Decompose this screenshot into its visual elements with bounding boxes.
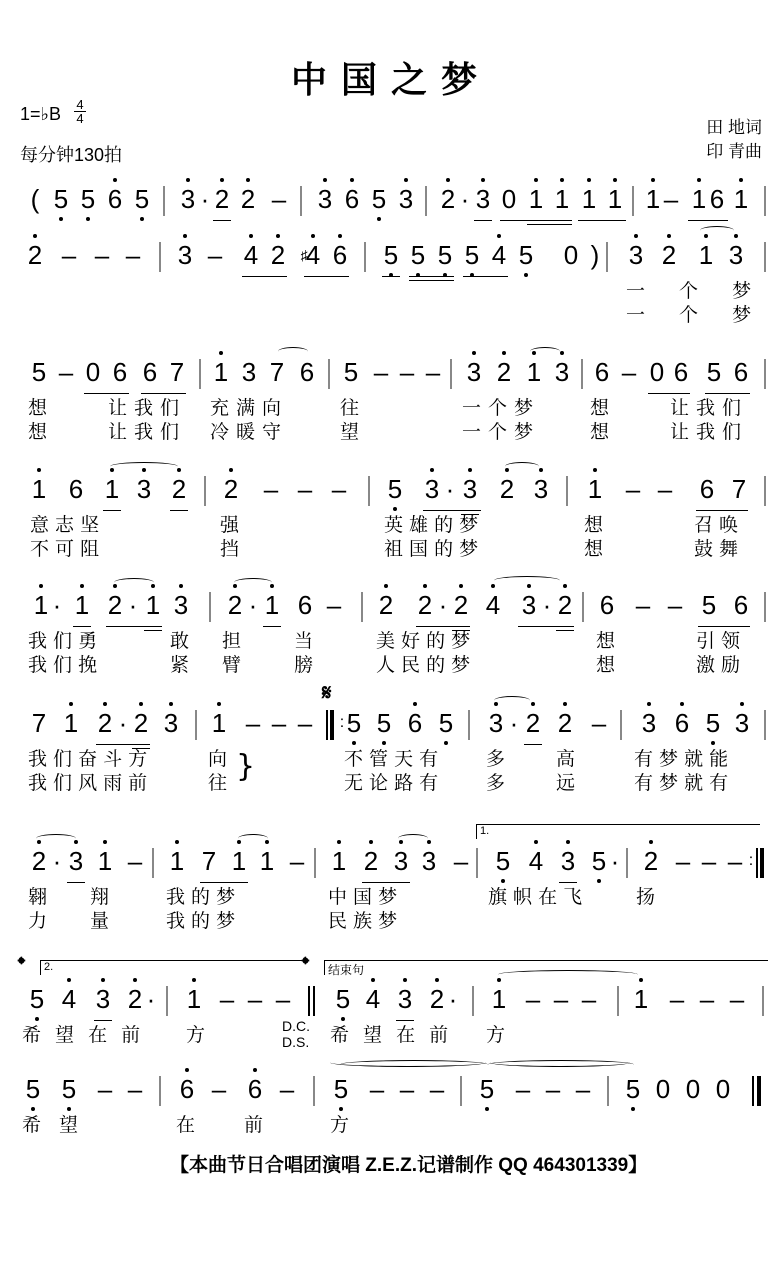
repeat-start bbox=[326, 710, 328, 740]
segno-icon: 𝄋 bbox=[322, 680, 332, 705]
verse-brace: } bbox=[236, 749, 256, 784]
song-title: 中国之梦 bbox=[290, 59, 491, 101]
staff-row-5: 1 · 1 2 · 1 3 2 · 1 6 – 2 2 · 2 4 3 · 2 6 – – 5 6 我 们 勇 敢 担 当 美 好 的 梦 想 引 领 我 们 挽 紧 臂 膀 人 民 的 梦 想 激 励 bbox=[0, 590, 782, 700]
volta-2: 2. bbox=[40, 960, 302, 975]
staff-row-4: 1 6 1 3 2 2 – – – 5 3 · 3 2 3 1 – – 6 7 意 志 坚 强 英 雄 的 梦 想 召 唤 不 可 阻 挡 祖 国 的 梦 想 鼓 舞 bbox=[0, 474, 782, 584]
ending-phrase-label: 结束句 bbox=[324, 960, 768, 975]
coda-icon: 𝄌 bbox=[302, 954, 309, 976]
tempo: 每分钟130拍 bbox=[20, 145, 123, 165]
volta-1: 1. bbox=[476, 824, 760, 839]
staff-row-9: 5 5 – – 6 – 6 – 5 – – – 5 – – – 5 0 0 0 希 望 在 前 方 bbox=[0, 1074, 782, 1184]
staff-row-6: 7 1 2 · 2 3 1 – – – 𝄋 : 5 5 6 5 3 · 2 2 – 3 6 5 3 我 们 奋 斗 方 向 不 管 天 有 多 高 有 梦 就 能 我 们 风 雨 前 往 } 无 论 路 有 多 远 有 梦 就 有 bbox=[0, 708, 782, 818]
coda-icon: 𝄌 bbox=[18, 954, 25, 976]
final-barline bbox=[752, 1076, 754, 1106]
footer-credits: 【本曲节日合唱团演唱 Z.E.Z.记谱制作 QQ 464301339】 bbox=[170, 1155, 648, 1176]
staff-row-7: 2 · 3 1 – 1 7 1 1 – 1 2 3 3 – 1. 5 4 3 5 · 2 – – – : 翱 翔 我 的 梦 中 国 梦 旗 帜 在 飞 扬 力 量 我 的 梦 民 族 梦 bbox=[0, 846, 782, 956]
dc-ds-marking: D.C. D.S. bbox=[282, 1018, 310, 1050]
lyric-v2: 一 个 梦 bbox=[626, 304, 766, 326]
time-signature: 4 4 bbox=[74, 98, 86, 125]
credits bbox=[706, 116, 762, 164]
staff-row-3: 5 – 0 6 6 7 1 3 7 6 5 – – – 3 2 1 3 6 – 0 6 5 6 想 让我们 充满向 往 一个梦 想 让我们 想 让我们 冷暖守 望 一个梦 想 让我们 bbox=[0, 357, 782, 467]
repeat-end bbox=[756, 848, 758, 878]
staff-row-2: 2 – – – 3 – 4 2 ♯ 4 6 5 5 5 5 4 5 0 ) 3 2 1 3 一 个 梦 一 个 梦 bbox=[0, 240, 782, 350]
barline bbox=[163, 186, 165, 216]
staff-row-8: 𝄌 2. 5 4 3 2 · 1 – – – 𝄌 结束句 5 4 3 2 · 1 – – – 1 – – – 希 望 在 前 方 D.C. D.S. 希 望 在 前 方 bbox=[0, 984, 782, 1094]
lyric-v1: 一 个 梦 bbox=[626, 280, 766, 302]
key-signature: 1=♭B bbox=[20, 104, 62, 124]
lyricist: 田 地词 bbox=[706, 118, 762, 137]
composer: 印 青曲 bbox=[706, 142, 762, 161]
staff-row-1: ( 5 5 6 5 3 · 2 2 – 3 6 5 3 2 · 3 0 1 1 1 1 1 – 1 6 1 bbox=[0, 184, 782, 294]
